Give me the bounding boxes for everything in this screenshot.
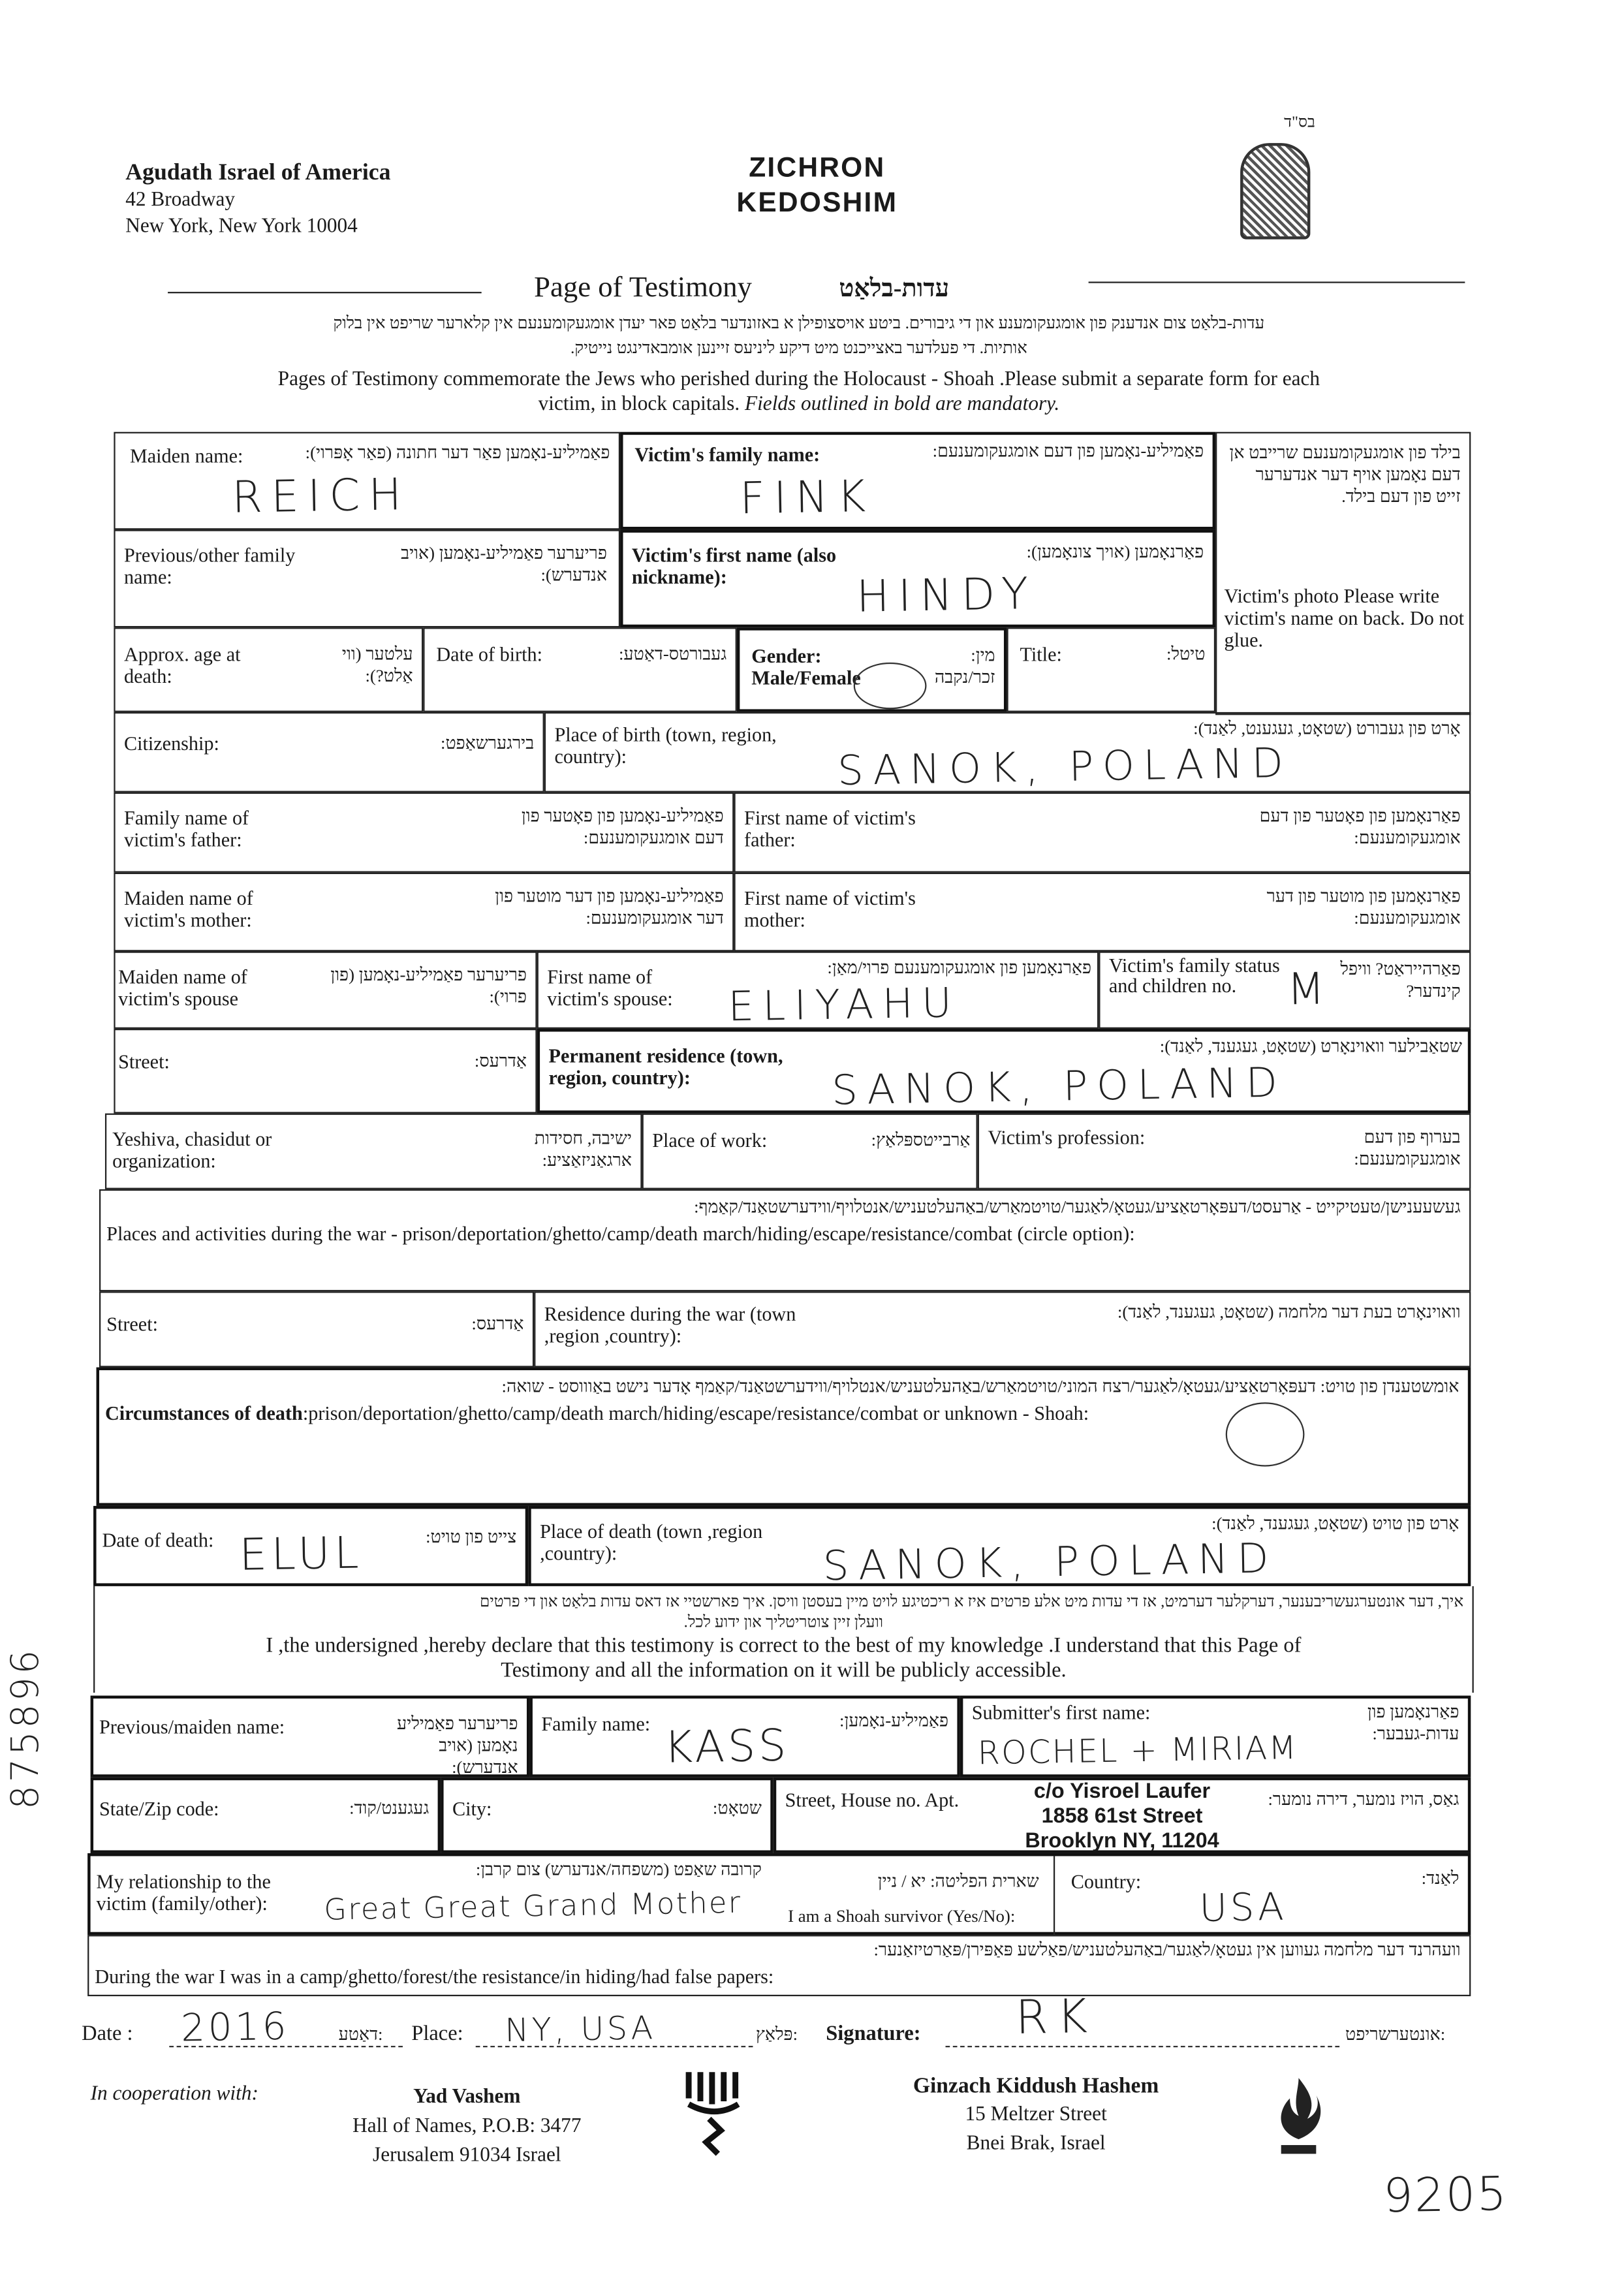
- label: Maiden name of victim's spouse: [118, 965, 247, 1010]
- label-hebrew: פאַרנאָמען פון פאָטער פון דעם אומגעקומענעם:: [1259, 805, 1461, 848]
- page-title-hebrew: עדות-בלאַט: [839, 274, 950, 302]
- relationship-row[interactable]: [87, 1853, 1471, 1935]
- street-address-field[interactable]: [773, 1778, 1471, 1853]
- label: Previous/other family name:: [124, 544, 296, 588]
- label: Submitter's first name:: [971, 1701, 1151, 1724]
- signature-label-hebrew: אונטערשריפט:: [1345, 2024, 1446, 2045]
- label: Maiden name:: [129, 445, 243, 467]
- label: Yeshiva, chasidut or organization:: [112, 1127, 272, 1172]
- citizenship-field[interactable]: [114, 712, 544, 792]
- place-of-work-field[interactable]: [642, 1114, 978, 1189]
- approx-age-field[interactable]: [114, 627, 423, 712]
- label-hebrew: פאַמיליע-נאָמען פאַר דער חתונה (פאַר אָפּרוי):: [305, 442, 610, 463]
- zichron-kedoshim-title: [700, 151, 934, 221]
- place-of-death-field[interactable]: [528, 1506, 1471, 1590]
- label-hebrew: וואוינאָרט בעת דער מלחמה (שטאָט, געגענד, לאַנד):: [1117, 1301, 1461, 1323]
- label: First name of victim's father:: [744, 807, 916, 851]
- side-archive-number: 875896: [4, 1647, 48, 1810]
- place-label: Place:: [411, 2022, 463, 2046]
- survivor-label: I am a Shoah survivor (Yes/No):: [788, 1905, 1016, 1926]
- war-residence-field[interactable]: [534, 1291, 1471, 1367]
- label-hebrew: אַרבייטספּלאַץ:: [871, 1129, 971, 1150]
- father-first-name-field[interactable]: [734, 792, 1471, 873]
- value: SANOK, POLAND: [831, 1058, 1287, 1115]
- value: ELUL: [238, 1528, 364, 1582]
- ginzach-addr-2: Bnei Brak, Israel: [966, 2133, 1106, 2155]
- label: First name of victim's mother:: [744, 887, 916, 932]
- declaration-hebrew-2: וועלן זיין צוטריטליך און ידוע לכל.: [683, 1614, 884, 1632]
- value: REICH: [231, 469, 411, 524]
- label: Date of birth:: [436, 643, 542, 666]
- page-title: Page of Testimony: [534, 271, 752, 304]
- label: Place of birth (town, region, country):: [554, 723, 777, 768]
- yeshiva-field[interactable]: [105, 1114, 642, 1189]
- place-of-birth-field[interactable]: [544, 712, 1471, 795]
- label-hebrew: אומשטענדן פון טויט: דעפּאָרטאַציע/געטאָ/לאַגער/רצח המוני/טויטמאַרש/באַהעלטעניש/אנטלויף/ווידערשטאַנד/קאַמף אָדער נישט באַוווסט - שואה:: [501, 1375, 1460, 1397]
- victim-first-name-field[interactable]: [620, 529, 1215, 627]
- label: Approx. age at death:: [124, 643, 241, 687]
- relationship-label-hebrew: קרובה שאַפט (משפחה/אנדערש) צום קרבן:: [475, 1858, 762, 1880]
- city-field[interactable]: [441, 1778, 773, 1853]
- ginzach-addr-1: 15 Meltzer Street: [965, 2104, 1107, 2126]
- label-hebrew: וועהרנד דער מלחמה געווען אין געטאָ/לאַגער/באַהעלטעניש/פאַלשע פּאַפּירן/פּאַרטיזאַנער:: [873, 1939, 1461, 1960]
- yad-vashem-addr-2: Jerusalem 91034 Israel: [373, 2145, 561, 2167]
- label: :prison/deportation/ghetto/camp/death march/hiding/escape/resistance/combat or unknown - Shoah:: [302, 1402, 1089, 1424]
- permanent-residence-field[interactable]: [537, 1029, 1471, 1114]
- label-bold: Circumstances of death: [104, 1402, 303, 1424]
- value: ELIYAHU: [727, 979, 961, 1031]
- org-street: 42 Broadway: [125, 189, 236, 212]
- relationship-label: My relationship to the victim (family/other):: [96, 1870, 271, 1915]
- value: KASS: [663, 1721, 790, 1774]
- intro-text: Pages of Testimony commemorate the Jews who perished during the Holocaust - Shoah .Please submit a separate form for each: [277, 369, 1320, 392]
- label-hebrew: פאַמיליע-נאָמען:: [839, 1710, 949, 1731]
- label-hebrew: געבורטס-דאַטע:: [618, 643, 727, 665]
- female-circled-mark: [854, 663, 927, 710]
- label: Street, House no. Apt.: [785, 1789, 960, 1811]
- label: Street:: [118, 1050, 170, 1073]
- yad-vashem-name: Yad Vashem: [413, 2086, 521, 2109]
- label-hebrew: אָרט פון געבורט (שטאָט, געגענט, לאַנד):: [1193, 717, 1461, 739]
- label-hebrew: פאַרנאָמען (אויך צונאָמען):: [1026, 541, 1204, 562]
- label-hebrew: פריערער פאַמיליע נאָמען (אויב אנדערש):: [397, 1713, 518, 1778]
- address-line-3: Brooklyn NY, 11204: [1025, 1830, 1219, 1853]
- yad-vashem-address: [336, 2084, 598, 2171]
- label-hebrew: פריערער פאַמיליע-נאָמען (אויב אנדערש):: [401, 542, 607, 586]
- label: Family name of victim's father:: [124, 807, 249, 851]
- intro-text-2: victim, in block capitals.: [538, 394, 740, 416]
- date-of-death-field[interactable]: [93, 1506, 528, 1586]
- label: Victim's family name:: [634, 443, 820, 466]
- value: HINDY: [856, 569, 1038, 623]
- previous-family-name-field[interactable]: [114, 529, 620, 627]
- yad-vashem-logo-icon: [683, 2066, 747, 2159]
- date-label-hebrew: דאַטע:: [338, 2024, 383, 2045]
- label-hebrew: בערוף פון דעם אומגעקומענעם:: [1354, 1126, 1461, 1169]
- title-field[interactable]: [1007, 627, 1215, 712]
- address-line-1: c/o Yisroel Laufer: [1033, 1780, 1211, 1804]
- title-rule-left: [168, 292, 482, 293]
- photo-label: Victim's photo Please write victim's name on back. Do not glue.: [1224, 585, 1465, 651]
- submitter-family-name-field[interactable]: [529, 1696, 960, 1778]
- org-name: Agudath Israel of America: [125, 160, 391, 185]
- label-hebrew: צייט פון טויט:: [426, 1526, 517, 1547]
- country-label: Country:: [1070, 1870, 1142, 1893]
- state-zip-field[interactable]: [91, 1778, 441, 1853]
- title-rule-right: [1089, 281, 1465, 283]
- label: State/Zip code:: [99, 1798, 219, 1820]
- value: SANOK, POLAND: [822, 1534, 1278, 1590]
- label-hebrew: פאַמיליע-נאָמען פון דער מוטער פון דער אומגעקומענעם:: [495, 885, 724, 928]
- date-value[interactable]: 2016: [180, 2005, 290, 2052]
- label-hebrew: ישיבה, חסידות ארגאַניזאַציע:: [534, 1127, 632, 1170]
- label-hebrew: פאַרנאָמען פון אומגעקומענעם פרוי/מאַן:: [827, 957, 1092, 978]
- label: Family name:: [541, 1713, 651, 1735]
- label: Date of death:: [102, 1529, 214, 1552]
- org-address: [125, 161, 390, 240]
- country-label-hebrew: לאַנד:: [1421, 1868, 1460, 1888]
- spouse-maiden-name-field[interactable]: [114, 951, 537, 1028]
- bsd-mark: בס"ד: [1284, 114, 1315, 132]
- label: City:: [452, 1798, 492, 1820]
- label-hebrew: אַדרעס:: [474, 1050, 527, 1071]
- address-stamp: [1001, 1780, 1243, 1855]
- label-hebrew: אָרט פון טויט (שטאָט, געגענד, לאַנד):: [1211, 1513, 1460, 1534]
- label: Residence during the war (town ,region ,country):: [544, 1303, 796, 1347]
- label: Victim's profession:: [988, 1126, 1146, 1149]
- label-hebrew: געשעענישן/טעטיקייט - אַרעסט/דעפּאָרטאַציע/געטאָ/לאַגער/טויטמאַרש/באַהעלטעניש/אנטלויף/ווידערשטאַנד/קאַמף:: [694, 1197, 1461, 1217]
- label: Street:: [106, 1313, 158, 1336]
- cooperation-label: In cooperation with:: [90, 2084, 258, 2106]
- intro-hebrew-2: אותיות. די פעלדער באצייכנט מיט דיקע ליניעס זיינען אומבאדינגט נייטיק.: [570, 339, 1027, 358]
- date-label: Date :: [82, 2022, 133, 2046]
- flame-logo-icon: [1270, 2072, 1328, 2159]
- label-hebrew: פאַמיליע-נאָמען פון דעם אומגעקומענעם:: [932, 441, 1204, 462]
- ginzach-address: [861, 2072, 1211, 2159]
- declaration: [93, 1586, 1474, 1693]
- value: ROCHEL + MIRIAM: [977, 1731, 1298, 1773]
- declaration-text-2: Testimony and all the information on it will be publicly accessible.: [501, 1659, 1067, 1683]
- label: Place of work:: [652, 1129, 768, 1152]
- signature-line: [82, 1988, 1471, 2058]
- maiden-name-field[interactable]: [114, 432, 620, 530]
- label: Title:: [1020, 643, 1062, 666]
- photo-label-hebrew: בילד פון אומגעקומענעם שרייבט אן דעם נאָמען אויף דער אנדערער זייט פון דעם בילד.: [1229, 442, 1461, 507]
- label-hebrew: עלטער (ווי אַלט?):: [341, 643, 413, 686]
- label: Place of death (town ,region ,country):: [540, 1520, 763, 1565]
- corner-archive-number: 9205: [1382, 2165, 1508, 2224]
- profession-field[interactable]: [978, 1114, 1471, 1189]
- declaration-hebrew-1: איך, דער אונטערגעשריבענער, דערקלער דערמיט, אז די עדות מיט אלע פרטים איז א ריכטיגע לויט מיין בעסטן וויסן. איך פארשטיי אז דאס עדות בלאַט און די פרטים: [479, 1593, 1464, 1611]
- intro-english: [117, 368, 1481, 417]
- label: Places and activities during the war - prison/deportation/ghetto/camp/death march/hiding/escape/resistance/combat (circle option):: [106, 1223, 1135, 1245]
- label: Permanent residence (town, region, country):: [548, 1044, 783, 1089]
- label-hebrew: אַדרעס:: [471, 1313, 524, 1334]
- label: Previous/maiden name:: [99, 1716, 285, 1738]
- label: During the war I was in a camp/ghetto/forest/the resistance/in hiding/had false papers:: [95, 1966, 774, 1988]
- submitter-previous-name-field[interactable]: [91, 1696, 530, 1778]
- war-places-field[interactable]: [99, 1189, 1471, 1291]
- place-label-hebrew: פּלאַץ:: [755, 2024, 798, 2045]
- label: First name of victim's spouse:: [547, 965, 673, 1010]
- yad-vashem-addr-1: Hall of Names, P.O.B: 3477: [352, 2116, 582, 2138]
- label-hebrew: פאַמיליע-נאָמען פון פאָטער פון דעם אומגעקומענעם:: [521, 805, 724, 848]
- signature-underline: [946, 2046, 1340, 2047]
- label-hebrew: שטאַבילער וואוינאָרט (שטאָט, געגענד, לאַנד):: [1159, 1036, 1462, 1057]
- title-line-2: KEDOSHIM: [736, 188, 898, 219]
- date-of-birth-field[interactable]: [423, 627, 737, 712]
- victim-photo-box[interactable]: [1215, 432, 1471, 715]
- label: Gender: Male/Female: [751, 645, 861, 689]
- label-hebrew: פאַרנאָמען פון עדות-געבער:: [1367, 1701, 1460, 1744]
- divider: [1054, 1856, 1055, 1935]
- title-line-1: ZICHRON: [749, 153, 886, 184]
- label-hebrew: געגענט/קוד:: [349, 1798, 429, 1819]
- father-family-name-field[interactable]: [114, 792, 734, 873]
- label-hebrew: מין: זכר/נקבה: [934, 645, 995, 687]
- label: Victim's first name (also nickname):: [631, 544, 837, 588]
- value: SANOK, POLAND: [837, 738, 1292, 795]
- mandatory-note: Fields outlined in bold are mandatory.: [744, 394, 1060, 416]
- intro-hebrew-1: עדות-בלאַט צום אנדענק פון אומגעקומענע און די גיבורים. ביטע אויסצופילן א באזונדער בלאַט פאר יעדן אומגעקומענעם אין קלארער שריפט אין בלוק: [333, 315, 1265, 333]
- value: FINK: [739, 471, 875, 525]
- label: Maiden name of victim's mother:: [124, 887, 253, 932]
- label: Citizenship:: [124, 732, 219, 755]
- label-hebrew: פאַרנאָמען פון מוטער פון דער אומגעקומענעם:: [1266, 885, 1461, 928]
- unknown-circled-mark: [1226, 1402, 1305, 1466]
- label-hebrew: גאַס, הויז נומער, דירה נומער:: [1268, 1789, 1460, 1810]
- signature-label: Signature:: [826, 2022, 921, 2046]
- submitter-first-name-field[interactable]: [960, 1696, 1471, 1778]
- street-field[interactable]: [114, 1029, 537, 1114]
- address-line-2: 1858 61st Street: [1041, 1805, 1203, 1828]
- circumstances-of-death-field[interactable]: [97, 1368, 1471, 1506]
- place-value[interactable]: NY, USA: [504, 2011, 657, 2050]
- ginzach-name: Ginzach Kiddush Hashem: [913, 2075, 1159, 2099]
- mother-maiden-name-field[interactable]: [114, 873, 734, 952]
- gender-field[interactable]: [737, 627, 1007, 712]
- label-hebrew: פאַרהייראַט? וויפל קינדער?: [1340, 958, 1461, 1001]
- war-street-field[interactable]: [99, 1291, 534, 1367]
- relationship-value: Great Great Grand Mother: [323, 1885, 742, 1927]
- label-hebrew: שטאָט:: [712, 1798, 762, 1819]
- declaration-text-1: I ,the undersigned ,hereby declare that this testimony is correct to the best of my knowledge .I understand that this Page of: [266, 1634, 1302, 1658]
- mother-first-name-field[interactable]: [734, 873, 1471, 952]
- label-hebrew: טיטל:: [1166, 643, 1206, 665]
- victim-family-name-field[interactable]: [620, 432, 1215, 530]
- signature-value[interactable]: RK: [1015, 1988, 1097, 2045]
- spouse-first-name-field[interactable]: [537, 951, 1099, 1031]
- label-hebrew: פריערער פאַמיליע-נאָמען (פון פרוי):: [330, 964, 527, 1007]
- org-city: New York, New York 10004: [125, 215, 358, 238]
- country-value: USA: [1198, 1886, 1287, 1932]
- label: Victim's family status and children no.: [1108, 954, 1280, 997]
- label-hebrew: בירגערשאַפט:: [440, 732, 535, 753]
- family-status-field[interactable]: [1099, 951, 1471, 1028]
- during-war-field[interactable]: [87, 1935, 1471, 1996]
- tablets-logo-icon: [1240, 143, 1310, 240]
- survivor-label-hebrew: שארית הפליטה: יא / ניין: [877, 1870, 1039, 1892]
- value: M: [1286, 964, 1326, 1016]
